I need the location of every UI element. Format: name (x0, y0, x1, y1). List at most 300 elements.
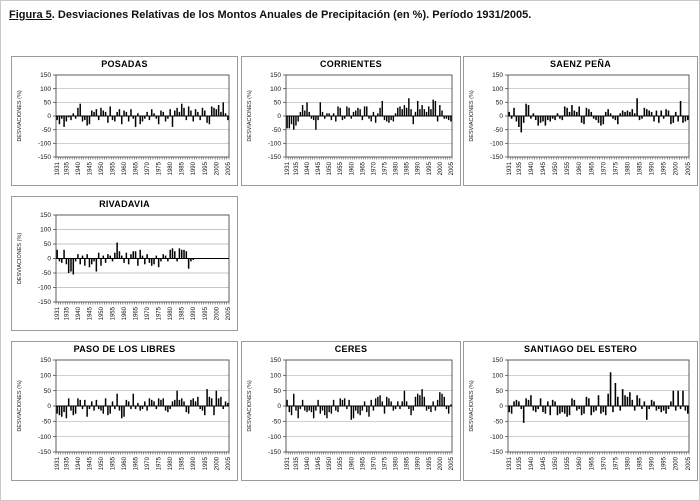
x-tick-label: 1980 (168, 457, 175, 471)
bar (432, 100, 433, 116)
bar (66, 406, 67, 418)
bar (56, 250, 57, 259)
bar (413, 116, 414, 124)
x-tick-label: 1980 (168, 307, 175, 321)
x-tick-label: 1965 (589, 457, 596, 471)
x-tick-label: 1931 (55, 457, 62, 471)
x-tick-label: 1985 (637, 457, 644, 471)
bar (211, 398, 212, 406)
bar (406, 401, 407, 406)
bar (340, 398, 341, 406)
chart-title: SAENZ PEÑA (549, 59, 611, 69)
bar (144, 259, 145, 265)
bar (450, 116, 451, 121)
bar (668, 406, 670, 409)
x-tick-label: 1975 (156, 162, 163, 176)
y-tick-label: 100 (40, 226, 51, 234)
x-tick-label: 1970 (145, 307, 152, 321)
x-tick-label: 1935 (64, 162, 71, 176)
bar (107, 254, 108, 258)
bar (220, 112, 221, 116)
bar (174, 400, 175, 406)
chart-panel-ceres (241, 341, 461, 481)
bar (137, 259, 138, 266)
bar (607, 394, 609, 406)
y-tick-label: -100 (489, 140, 503, 148)
bar (197, 397, 198, 406)
bar (289, 406, 290, 412)
bar (183, 250, 184, 259)
bar (209, 397, 210, 406)
bar (91, 111, 92, 116)
bar (146, 112, 147, 116)
bar (197, 112, 198, 116)
y-tick-label: 50 (43, 241, 51, 249)
bar (421, 389, 422, 406)
bar (615, 116, 617, 120)
bar (364, 106, 365, 116)
bar (119, 109, 120, 116)
y-tick-label: -50 (271, 418, 281, 426)
bar (384, 116, 385, 120)
bar (569, 112, 571, 116)
bar (144, 401, 145, 406)
bar (393, 116, 394, 121)
bar (370, 116, 371, 121)
bar (91, 401, 92, 406)
bar (202, 108, 203, 116)
x-tick-label: 1990 (415, 162, 422, 176)
x-tick-label: 1940 (75, 457, 82, 471)
bar (408, 98, 409, 116)
bar (317, 400, 318, 406)
bar (682, 391, 684, 406)
bar (624, 112, 626, 116)
x-tick-label: 2005 (225, 457, 232, 471)
bar (77, 254, 78, 258)
bar (116, 112, 117, 116)
y-tick-label: 50 (43, 99, 51, 107)
bar (583, 116, 585, 124)
bar (179, 112, 180, 116)
x-tick-label: 1955 (110, 162, 117, 176)
bar (172, 248, 173, 258)
x-tick-label: 1931 (55, 162, 62, 176)
bar (619, 406, 621, 411)
bar (685, 406, 687, 411)
bar (446, 406, 447, 409)
bar (135, 251, 136, 258)
bar (158, 398, 159, 406)
y-tick-label: 50 (495, 99, 503, 107)
bar (390, 401, 391, 406)
y-tick-label: 0 (277, 403, 281, 411)
bar (545, 116, 547, 126)
bar (426, 112, 427, 116)
bar (139, 116, 140, 124)
bar (545, 406, 547, 414)
bar (656, 111, 658, 116)
bar (557, 406, 559, 415)
bar (167, 406, 168, 412)
x-tick-label: 1985 (179, 162, 186, 176)
bar (406, 108, 407, 116)
bar (151, 259, 152, 266)
x-tick-label: 1935 (64, 307, 71, 321)
bar (195, 109, 196, 116)
bar (160, 111, 161, 116)
x-tick-label: 2005 (225, 162, 232, 176)
bar (295, 116, 296, 126)
bar (644, 401, 646, 406)
bar (408, 406, 409, 409)
y-tick-label: -100 (489, 433, 503, 441)
bar (646, 109, 648, 116)
x-tick-label: 1950 (327, 162, 334, 176)
bar (304, 406, 305, 411)
y-tick-label: -150 (489, 449, 503, 457)
bar (153, 401, 154, 406)
bar (441, 394, 442, 406)
x-tick-label: 1960 (577, 162, 584, 176)
bar (569, 406, 571, 415)
bar (632, 400, 634, 406)
bar (192, 398, 193, 406)
bar (218, 105, 219, 116)
x-tick-label: 1975 (156, 457, 163, 471)
bar (612, 406, 614, 412)
y-axis-label: DESVIACIONES (%) (247, 380, 253, 432)
bar (109, 406, 110, 414)
x-tick-label: 1950 (553, 162, 560, 176)
bar (89, 259, 90, 268)
x-tick-label: 2005 (448, 457, 455, 471)
x-tick-label: 1935 (64, 457, 71, 471)
bar (66, 116, 67, 121)
bar (430, 109, 431, 116)
bar (142, 406, 143, 409)
bar (96, 259, 97, 272)
y-tick-label: -50 (271, 126, 281, 134)
x-tick-label: 1970 (601, 457, 608, 471)
bar (430, 406, 431, 412)
y-tick-label: 50 (495, 387, 503, 395)
bar (386, 397, 387, 406)
bar (186, 406, 187, 412)
bar (636, 98, 638, 116)
bar (547, 401, 549, 406)
bar (528, 105, 530, 116)
bar (286, 116, 287, 128)
bar (586, 108, 588, 116)
bar (419, 109, 420, 116)
bar (651, 400, 653, 406)
bar (295, 406, 296, 411)
bar (424, 397, 425, 406)
bar (564, 406, 566, 414)
bar (317, 116, 318, 120)
y-axis-label: DESVIACIONES (%) (17, 380, 23, 432)
bar (75, 406, 76, 414)
bar (293, 394, 294, 406)
bar (559, 406, 561, 414)
y-axis-label: DESVIACIONES (%) (17, 90, 23, 142)
bar (629, 112, 631, 116)
bar (428, 106, 429, 116)
bar (448, 406, 449, 414)
bar (622, 389, 624, 406)
bar (595, 116, 597, 120)
chart-title: POSADAS (101, 59, 148, 69)
bar (673, 116, 675, 123)
bar (528, 400, 530, 406)
bar (627, 111, 629, 116)
bar (128, 259, 129, 265)
bar (311, 406, 312, 412)
bar (435, 101, 436, 116)
x-tick-label: 1975 (382, 457, 389, 471)
bar (107, 116, 108, 123)
y-tick-label: -100 (37, 433, 51, 441)
bar (581, 406, 583, 415)
bar (653, 401, 655, 406)
y-tick-label: 150 (40, 212, 51, 220)
bar (417, 394, 418, 406)
y-tick-label: 100 (492, 85, 503, 93)
bar (204, 406, 205, 415)
bar (401, 401, 402, 406)
bar (355, 111, 356, 116)
figure-title (9, 9, 531, 21)
bar (130, 406, 131, 409)
bar (70, 116, 71, 120)
bar (401, 109, 402, 116)
bar (344, 398, 345, 406)
bar (348, 400, 349, 406)
bar (158, 116, 159, 124)
bar (682, 116, 684, 123)
y-tick-label: -150 (37, 449, 51, 457)
bar (192, 116, 193, 121)
bar (571, 105, 573, 116)
bar (353, 406, 354, 418)
bar (315, 116, 316, 130)
x-tick-label: 1935 (516, 457, 523, 471)
bar (644, 108, 646, 116)
x-tick-label: 1975 (156, 307, 163, 321)
bar (306, 406, 307, 412)
bar (648, 406, 650, 409)
bar (86, 406, 87, 417)
bar (624, 395, 626, 406)
bar (320, 406, 321, 414)
y-tick-label: -100 (267, 140, 281, 148)
bar (105, 259, 106, 263)
bar (128, 116, 129, 121)
x-tick-label: 1980 (393, 457, 400, 471)
bar (313, 406, 314, 418)
bar (508, 112, 510, 116)
bar (142, 116, 143, 121)
bar (576, 112, 578, 116)
x-tick-label: 1960 (349, 162, 356, 176)
bar (211, 106, 212, 116)
bar-chart-posadas (12, 70, 237, 185)
x-tick-label: 1931 (285, 457, 292, 471)
bar (169, 109, 170, 116)
bar (163, 112, 164, 116)
chart-panel-saenz-pe-a (463, 56, 698, 186)
bar (337, 406, 338, 412)
bar (309, 112, 310, 116)
x-tick-label: 2000 (214, 307, 221, 321)
x-tick-label: 1945 (540, 162, 547, 176)
bar (417, 101, 418, 116)
bar (600, 406, 602, 414)
y-axis-label: DESVIACIONES (%) (17, 232, 23, 285)
y-tick-label: 0 (499, 403, 503, 411)
x-tick-label: 1950 (553, 457, 560, 471)
bar (320, 102, 321, 116)
x-tick-label: 1940 (528, 457, 535, 471)
bar (300, 406, 301, 409)
bar (206, 389, 207, 406)
x-tick-label: 1940 (75, 307, 82, 321)
x-tick-label: 1995 (426, 457, 433, 471)
bar (163, 254, 164, 258)
bar (351, 406, 352, 420)
figure-number: Figura 5 (9, 9, 52, 21)
x-tick-label: 1940 (305, 457, 312, 471)
bar (121, 406, 122, 418)
bar (222, 102, 223, 116)
bar (70, 259, 71, 272)
bar (648, 111, 650, 116)
x-tick-label: 1990 (191, 162, 198, 176)
bar (680, 406, 682, 409)
bar (183, 401, 184, 406)
bar (190, 111, 191, 116)
bar (588, 109, 590, 116)
x-tick-label: 1931 (285, 162, 292, 176)
x-tick-label: 1960 (577, 457, 584, 471)
bar (61, 259, 62, 263)
bar-chart-corrientes (242, 70, 460, 185)
bar (82, 116, 83, 121)
bar (670, 401, 672, 406)
bar (578, 106, 580, 116)
figure-caption: . Desviaciones Relativas de los Montos Anuales de Precipitación (en %). Período 1931/2005. (51, 9, 532, 21)
x-tick-label: 1990 (649, 457, 656, 471)
bar (348, 108, 349, 116)
bar (123, 111, 124, 116)
bar (77, 398, 78, 406)
bar (61, 406, 62, 417)
x-tick-label: 1945 (316, 457, 323, 471)
bar (204, 111, 205, 116)
bar (547, 116, 549, 120)
bar (213, 406, 214, 415)
bar (653, 116, 655, 121)
bar (362, 116, 363, 120)
x-tick-label: 1955 (338, 457, 345, 471)
bar (533, 406, 535, 411)
bar (382, 101, 383, 116)
bar (413, 406, 414, 411)
bar (158, 259, 159, 268)
bar (169, 406, 170, 409)
bar (373, 406, 374, 411)
bar (79, 104, 80, 116)
bar (605, 406, 607, 415)
bar (520, 406, 522, 409)
bar (668, 111, 670, 116)
x-tick-label: 1970 (145, 162, 152, 176)
bar (651, 112, 653, 116)
x-tick-label: 1955 (110, 307, 117, 321)
bar (63, 406, 64, 412)
y-tick-label: -150 (267, 154, 281, 162)
x-tick-label: 1955 (110, 457, 117, 471)
bar (428, 406, 429, 409)
bar (346, 106, 347, 116)
bar (133, 251, 134, 258)
x-tick-label: 1990 (649, 162, 656, 176)
bar (598, 395, 600, 406)
bar (632, 109, 634, 116)
x-tick-label: 1980 (168, 162, 175, 176)
x-tick-label: 2000 (673, 162, 680, 176)
bar (96, 109, 97, 116)
bar (59, 116, 60, 124)
bar (123, 406, 124, 417)
bar (172, 116, 173, 127)
x-tick-label: 1965 (360, 162, 367, 176)
bar (658, 116, 660, 123)
bar (126, 112, 127, 116)
bar (119, 251, 120, 258)
bar (179, 400, 180, 406)
x-tick-label: 1985 (637, 162, 644, 176)
bar (179, 248, 180, 258)
bar (227, 116, 228, 120)
bar (151, 400, 152, 406)
bar (523, 116, 525, 123)
x-tick-label: 1945 (87, 457, 94, 471)
bar (554, 116, 556, 120)
bar (100, 259, 101, 266)
bar (574, 111, 576, 116)
y-tick-label: 0 (499, 113, 503, 121)
bar (337, 106, 338, 116)
bar (665, 406, 667, 414)
bar (564, 106, 566, 116)
bar (415, 397, 416, 406)
y-tick-label: 0 (47, 255, 51, 263)
x-tick-label: 1931 (507, 457, 514, 471)
bar (670, 116, 672, 124)
bar (139, 250, 140, 259)
x-tick-label: 1940 (75, 162, 82, 176)
bar (112, 401, 113, 406)
bar (218, 398, 219, 406)
bar (549, 406, 551, 415)
x-tick-label: 1965 (589, 162, 596, 176)
x-tick-label: 1995 (202, 457, 209, 471)
bar (195, 401, 196, 406)
bar (114, 406, 115, 409)
bar (70, 406, 71, 411)
